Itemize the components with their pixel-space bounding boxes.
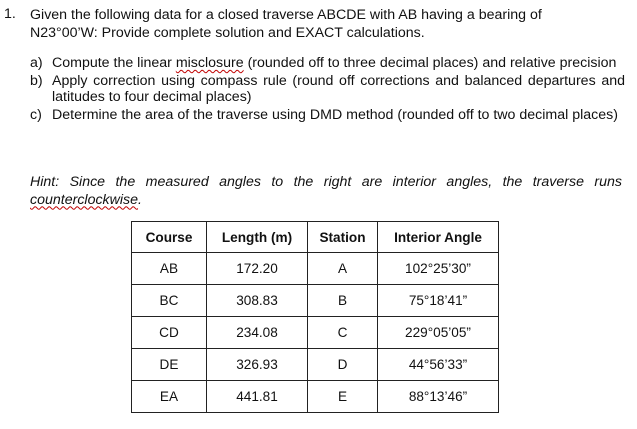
sub-question-b [30, 73, 625, 106]
angle-cell: 75°18’41” [378, 285, 499, 317]
hint-period: . [138, 191, 142, 208]
course-cell: EA [132, 381, 207, 413]
station-cell: A [308, 253, 378, 285]
course-cell: BC [132, 285, 207, 317]
question-number: 1. [4, 6, 16, 22]
question-line-2: N23°00’W: Provide complete solution and EXACT calculations. [30, 25, 425, 41]
table-row [132, 381, 499, 413]
traverse-data-table [131, 221, 499, 413]
course-cell: CD [132, 317, 207, 349]
column-header-station: Station [308, 222, 378, 253]
station-cell: D [308, 349, 378, 381]
course-cell: AB [132, 253, 207, 285]
length-cell: 172.20 [207, 253, 308, 285]
length-cell: 441.81 [207, 381, 308, 413]
angle-cell: 229°05’05” [378, 317, 499, 349]
column-header-interior-angle: Interior Angle [378, 222, 499, 253]
hint-body: Hint: Since the measured angles to the right are interior angles, the traverse runs [30, 174, 622, 190]
table-row [132, 253, 499, 285]
table-row [132, 285, 499, 317]
station-cell: B [308, 285, 378, 317]
station-cell: E [308, 381, 378, 413]
table-row [132, 317, 499, 349]
length-cell: 234.08 [207, 317, 308, 349]
sub-question-label: b) [30, 72, 43, 89]
misspelled-word: misclosure [175, 55, 244, 71]
sub-question-text: Determine the area of the traverse using DMD method (rounded off to two decimal places) [52, 106, 618, 123]
question-text [30, 6, 630, 42]
course-cell: DE [132, 349, 207, 381]
angle-cell: 44°56’33” [378, 349, 499, 381]
angle-cell: 102°25’30” [378, 253, 499, 285]
sub-question-label: a) [30, 55, 43, 71]
sub-question-list [30, 55, 625, 124]
sub-question-c [30, 107, 625, 124]
angle-cell: 88°13’46” [378, 381, 499, 413]
table-row [132, 349, 499, 381]
sub-question-label: c) [30, 106, 42, 123]
length-cell: 326.93 [207, 349, 308, 381]
sub-question-text: Apply correction using compass rule (round off corrections and balanced departures and latitudes to four decimal places) [52, 72, 625, 105]
hint-text [30, 174, 622, 209]
sub-question-text: (rounded off to three decimal places) and relative precision [243, 55, 617, 71]
length-cell: 308.83 [207, 285, 308, 317]
question-line-1: Given the following data for a closed traverse ABCDE with AB having a bearing of [30, 7, 542, 23]
misspelled-word: counterclockwise [30, 191, 139, 208]
sub-question-a [30, 55, 625, 72]
table-header-row [132, 222, 499, 253]
column-header-length: Length (m) [207, 222, 308, 253]
column-header-course: Course [132, 222, 207, 253]
sub-question-text: Compute the linear [52, 55, 176, 71]
station-cell: C [308, 317, 378, 349]
